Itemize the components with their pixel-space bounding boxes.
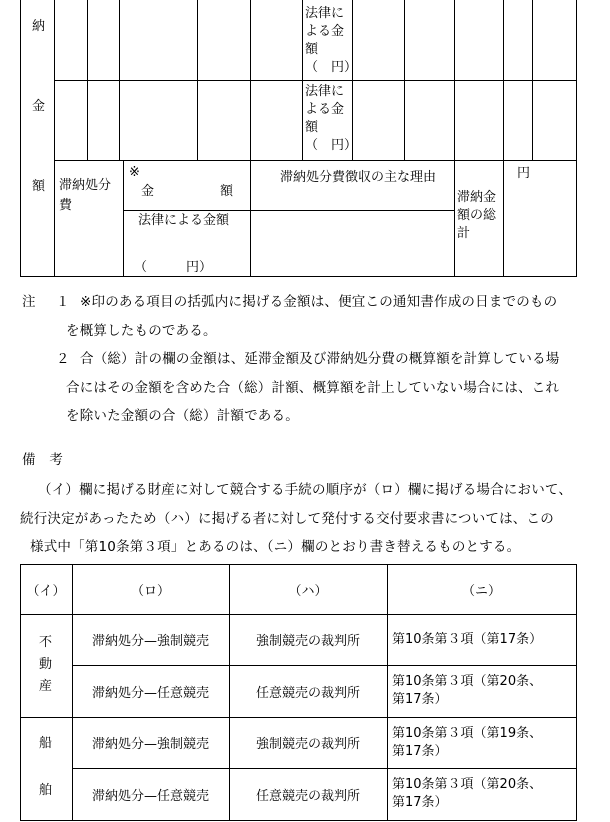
remarks-line-3: 様式中「第10条第３項」とあるのは、（ニ）欄のとおり書き替えるものとする。 xyxy=(30,539,521,555)
notes-heading: 注 xyxy=(22,294,36,310)
table-row-cell: 任意競売の裁判所 xyxy=(255,788,360,804)
remarks-line-2: 続行決定があったため（ハ）に掲げる者に対して発付する交付要求書については、この xyxy=(20,511,554,527)
late-fee-label: 滞納処分費 xyxy=(59,178,112,213)
table-row-cell: 滞納処分—強制競売 xyxy=(91,634,209,649)
row-label-2: 金 xyxy=(32,99,46,114)
total-yen-unit: 円 xyxy=(517,166,531,181)
note-1-number: １ xyxy=(56,294,70,310)
remarks-line-1: （イ）欄に掲げる財産に対して競合する手続の順序が（ロ）欄に掲げる場合において、 xyxy=(38,482,573,498)
legal-amount-cell-1: 法律に よる金 額 （ 円） xyxy=(305,6,358,75)
header-ro: （ロ） xyxy=(130,583,170,599)
note-2-line-2: 合にはその金額を含めた合（総）計額、概算額を計上していない場合には、これ xyxy=(66,380,560,396)
table-row-cell: 滞納処分—強制競売 xyxy=(91,737,209,752)
legal-amount-cell-2: 法律に よる金 額 （ 円） xyxy=(305,84,358,153)
table-row-cell: 第10条第３項（第19条、第17条） xyxy=(392,725,543,759)
note-2-line-3: を除いた金額の合（総）計額である。 xyxy=(66,408,299,424)
amount-label-right: 額 xyxy=(220,184,234,199)
note-1-line-1: ※印のある項目の括弧内に掲げる金額は、便宜この通知書作成の日までのもの xyxy=(80,294,558,310)
header-ha: （ハ） xyxy=(288,583,328,599)
asterisk-mark: ※ xyxy=(129,165,140,180)
legal-amount-yen: （ 円） xyxy=(134,260,213,275)
table-row-cell: 滞納処分—任意競売 xyxy=(91,788,209,804)
table-row-cell: 第10条第３項（第17条） xyxy=(392,631,543,647)
note-2-number: ２ xyxy=(56,351,70,367)
row-label-1: 納 xyxy=(32,19,46,34)
note-2-line-1: 合（総）計の欄の金額は、延滞金額及び滞納処分費の概算額を計算している場 xyxy=(80,351,560,367)
table-row-cell: 強制競売の裁判所 xyxy=(255,634,360,649)
header-i: （イ） xyxy=(26,583,66,599)
amount-label-left: 金 xyxy=(141,184,155,199)
table-row-cell: 滞納処分—任意競売 xyxy=(91,685,209,701)
table-row-cell: 第10条第３項（第20条、第17条） xyxy=(392,777,543,810)
collection-reason-label: 滞納処分費徴収の主な理由 xyxy=(280,170,437,185)
table-row-cell: 強制競売の裁判所 xyxy=(255,737,360,752)
remarks-heading: 備 考 xyxy=(22,452,64,468)
row-label-3: 額 xyxy=(32,179,46,194)
property-ship: 船 舶 xyxy=(39,736,53,798)
table-row-cell: 第10条第３項（第20条、第17条） xyxy=(392,674,543,707)
property-real-estate: 不 動 産 xyxy=(39,635,53,694)
note-1-line-2: を概算したものである。 xyxy=(66,323,217,339)
legal-amount-label: 法律による金額 xyxy=(138,213,230,228)
total-amount-label: 滞納金額の総計 xyxy=(457,190,497,241)
header-ni: （ニ） xyxy=(461,583,501,599)
table-row-cell: 任意競売の裁判所 xyxy=(255,685,360,701)
